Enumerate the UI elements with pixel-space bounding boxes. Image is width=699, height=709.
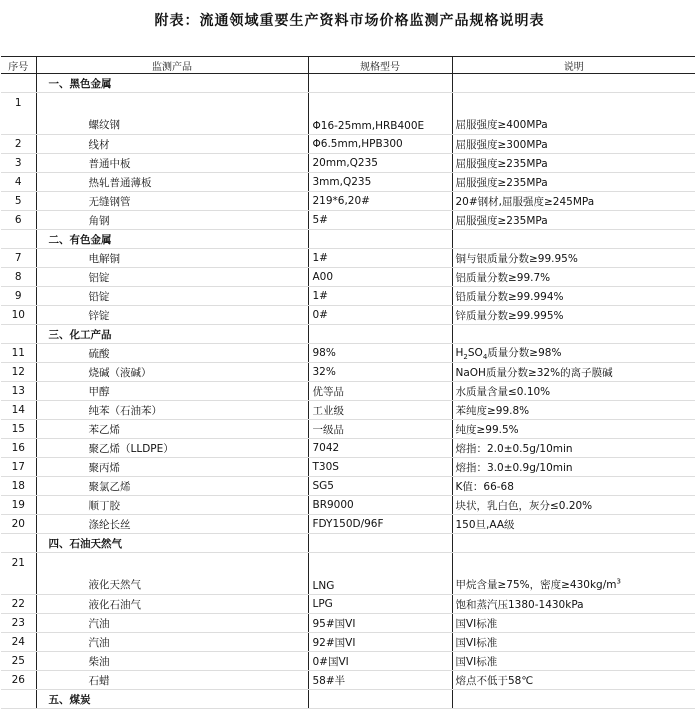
table-header-row [1, 57, 695, 74]
description: 铜与银质量分数≥99.95% [452, 249, 695, 268]
row-no: 19 [1, 496, 36, 515]
row-no: 5 [1, 192, 36, 211]
table-row [1, 671, 695, 690]
table-row [1, 439, 695, 458]
row-no: 8 [1, 268, 36, 287]
cell-spec [308, 74, 452, 93]
category-row [1, 690, 695, 709]
product-name: 苯乙烯 [36, 420, 308, 439]
row-no: 17 [1, 458, 36, 477]
row-no: 16 [1, 439, 36, 458]
product-name: 聚乙烯（LLDPE） [36, 439, 308, 458]
product-name: 石蜡 [36, 671, 308, 690]
table-row [1, 553, 695, 595]
cell-desc [452, 534, 695, 553]
desc-subscript: 2 [463, 353, 468, 362]
description: NaOH质量分数≥32%的离子膜碱 [452, 363, 695, 382]
category-name: 一、黑色金属 [36, 74, 308, 93]
product-name: 甲醇 [36, 382, 308, 401]
table-row [1, 306, 695, 325]
description: 屈服强度≥300MPa [452, 135, 695, 154]
row-no: 7 [1, 249, 36, 268]
spec-value: T30S [308, 458, 452, 477]
product-name: 铝锭 [36, 268, 308, 287]
table-row [1, 211, 695, 230]
table-row [1, 154, 695, 173]
description: 150旦,AA级 [452, 515, 695, 534]
row-no: 14 [1, 401, 36, 420]
description: 国VI标准 [452, 614, 695, 633]
row-no: 12 [1, 363, 36, 382]
row-no: 13 [1, 382, 36, 401]
cell-desc [452, 690, 695, 709]
category-row [1, 534, 695, 553]
header-desc: 说明 [452, 57, 695, 74]
product-name: 硫酸 [36, 344, 308, 363]
product-name: 汽油 [36, 614, 308, 633]
category-row [1, 74, 695, 93]
row-no: 10 [1, 306, 36, 325]
cell-desc [452, 74, 695, 93]
product-name: 角钢 [36, 211, 308, 230]
product-name: 电解铜 [36, 249, 308, 268]
spec-value: SG5 [308, 477, 452, 496]
table-row [1, 614, 695, 633]
description: 铝质量分数≥99.7% [452, 268, 695, 287]
cell-desc [452, 230, 695, 249]
description: 块状，乳白色，灰分≤0.20% [452, 496, 695, 515]
product-name: 柴油 [36, 652, 308, 671]
desc-part: 甲烷含量≥75%，密度≥430kg/m [455, 579, 617, 591]
row-no: 22 [1, 595, 36, 614]
category-name: 三、化工产品 [36, 325, 308, 344]
description: 屈服强度≥235MPa [452, 154, 695, 173]
table-row [1, 652, 695, 671]
row-no: 9 [1, 287, 36, 306]
row-no: 1 [1, 93, 36, 135]
description: 熔指：3.0±0.9g/10min [452, 458, 695, 477]
description: 屈服强度≥235MPa [452, 173, 695, 192]
description: 国VI标准 [452, 652, 695, 671]
table-row [1, 344, 695, 363]
spec-value: 1# [308, 287, 452, 306]
description: 纯度≥99.5% [452, 420, 695, 439]
spec-value: 1# [308, 249, 452, 268]
header-spec: 规格型号 [308, 57, 452, 74]
row-no: 15 [1, 420, 36, 439]
spec-value: 92#国VI [308, 633, 452, 652]
product-name: 锌锭 [36, 306, 308, 325]
description: 20#钢材,屈服强度≥245MPa [452, 192, 695, 211]
cell-spec [308, 690, 452, 709]
row-no: 23 [1, 614, 36, 633]
product-name: 顺丁胶 [36, 496, 308, 515]
cell-desc [452, 325, 695, 344]
spec-value: 工业级 [308, 401, 452, 420]
table-row [1, 595, 695, 614]
spec-value: 5# [308, 211, 452, 230]
spec-value: LPG [308, 595, 452, 614]
product-name: 铅锭 [36, 287, 308, 306]
category-row [1, 230, 695, 249]
description: 锌质量分数≥99.995% [452, 306, 695, 325]
row-no: 11 [1, 344, 36, 363]
spec-value: 7042 [308, 439, 452, 458]
spec-value: 95#国VI [308, 614, 452, 633]
description: 屈服强度≥235MPa [452, 211, 695, 230]
table-row [1, 287, 695, 306]
table-row [1, 268, 695, 287]
row-no: 18 [1, 477, 36, 496]
desc-subscript: 4 [482, 353, 488, 362]
row-no: 4 [1, 173, 36, 192]
description: 苯纯度≥99.8% [452, 401, 695, 420]
description: 水质量含量≤0.10% [452, 382, 695, 401]
product-name: 无缝钢管 [36, 192, 308, 211]
row-no: 20 [1, 515, 36, 534]
table-row [1, 477, 695, 496]
description: 铅质量分数≥99.994% [452, 287, 695, 306]
table-row [1, 633, 695, 652]
row-no: 2 [1, 135, 36, 154]
table-row [1, 173, 695, 192]
table-row [1, 363, 695, 382]
product-name: 纯苯（石油苯） [36, 401, 308, 420]
spec-value: 20mm,Q235 [308, 154, 452, 173]
product-name: 螺纹钢 [36, 93, 308, 135]
cell-spec [308, 325, 452, 344]
cell-spec [308, 534, 452, 553]
header-product: 监测产品 [36, 57, 308, 74]
header-no: 序号 [1, 57, 36, 74]
cell-no [1, 74, 36, 93]
spec-value: 0#国VI [308, 652, 452, 671]
spec-value: Φ6.5mm,HPB300 [308, 135, 452, 154]
document-title: 附表：流通领域重要生产资料市场价格监测产品规格说明表 [154, 13, 545, 29]
description: 饱和蒸汽压1380-1430kPa [452, 595, 695, 614]
table-row [1, 401, 695, 420]
product-name: 汽油 [36, 633, 308, 652]
product-name: 聚丙烯 [36, 458, 308, 477]
spec-value: 98% [308, 344, 452, 363]
spec-value: 3mm,Q235 [308, 173, 452, 192]
row-no: 3 [1, 154, 36, 173]
spec-value: BR9000 [308, 496, 452, 515]
product-name: 液化天然气 [36, 553, 308, 595]
description [452, 553, 695, 595]
table-row [1, 496, 695, 515]
cell-no [1, 325, 36, 344]
spec-value: Φ16-25mm,HRB400E [308, 93, 452, 135]
spec-value: 优等品 [308, 382, 452, 401]
spec-value: FDY150D/96F [308, 515, 452, 534]
description: 熔指：2.0±0.5g/10min [452, 439, 695, 458]
desc-part: H [455, 346, 464, 359]
product-name: 线材 [36, 135, 308, 154]
description: 屈服强度≥400MPa [452, 93, 695, 135]
description [452, 344, 695, 363]
category-row [1, 325, 695, 344]
desc-part: SO [467, 346, 483, 359]
description: 熔点不低于58℃ [452, 671, 695, 690]
row-no: 24 [1, 633, 36, 652]
cell-no [1, 690, 36, 709]
cell-no [1, 230, 36, 249]
table-row [1, 135, 695, 154]
product-name: 液化石油气 [36, 595, 308, 614]
description: 国VI标准 [452, 633, 695, 652]
product-name: 热轧普通薄板 [36, 173, 308, 192]
spec-value: A00 [308, 268, 452, 287]
table-row [1, 192, 695, 211]
category-name: 五、煤炭 [36, 690, 308, 709]
cell-spec [308, 230, 452, 249]
spec-value: 32% [308, 363, 452, 382]
product-name: 普通中板 [36, 154, 308, 173]
spec-value: 0# [308, 306, 452, 325]
spec-table [1, 56, 695, 709]
table-row [1, 515, 695, 534]
table-row [1, 458, 695, 477]
spec-value: 58#半 [308, 671, 452, 690]
spec-value: LNG [308, 553, 452, 595]
table-row [1, 93, 695, 135]
row-no: 6 [1, 211, 36, 230]
table-row [1, 382, 695, 401]
category-name: 四、石油天然气 [36, 534, 308, 553]
cell-no [1, 534, 36, 553]
category-name: 二、有色金属 [36, 230, 308, 249]
desc-superscript: 3 [616, 577, 621, 586]
spec-value: 一级品 [308, 420, 452, 439]
row-no: 25 [1, 652, 36, 671]
row-no: 21 [1, 553, 36, 595]
product-name: 聚氯乙烯 [36, 477, 308, 496]
description: K值：66-68 [452, 477, 695, 496]
product-name: 烧碱（液碱） [36, 363, 308, 382]
desc-part: 质量分数≥98% [487, 346, 562, 359]
product-name: 涤纶长丝 [36, 515, 308, 534]
table-row [1, 420, 695, 439]
spec-value: 219*6,20# [308, 192, 452, 211]
row-no: 26 [1, 671, 36, 690]
table-row [1, 249, 695, 268]
